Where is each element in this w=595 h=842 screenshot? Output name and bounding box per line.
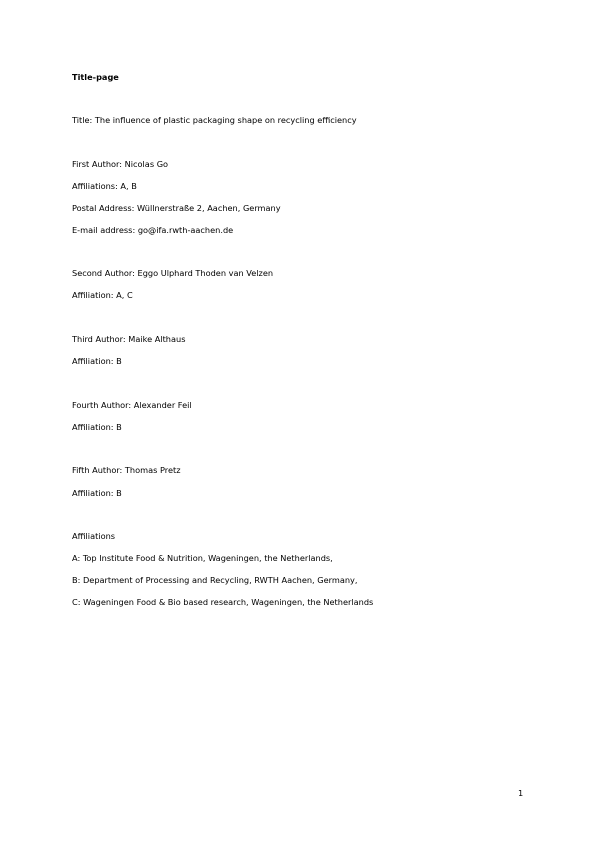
title-label: Title:: [72, 115, 93, 125]
first-author-line: [72, 159, 168, 169]
second-author-line: [72, 268, 273, 278]
third-author-affiliation-line: [72, 356, 122, 366]
second-author-label: Second Author:: [72, 268, 135, 278]
second-author-affiliation-value: A, C: [116, 290, 133, 300]
affiliations-heading: Affiliations: [72, 531, 116, 541]
fifth-author-affiliation-line: [72, 488, 122, 498]
fifth-author-affiliation-label: Affiliation:: [72, 488, 114, 498]
fifth-author-label: Fifth Author:: [72, 465, 123, 475]
fourth-author-affiliation-line: [72, 422, 122, 432]
email-label: E-mail address:: [72, 225, 136, 235]
third-author-name: Maike Althaus: [128, 334, 186, 344]
postal-address-line: [72, 203, 281, 213]
fifth-author-name: Thomas Pretz: [124, 465, 181, 475]
email-value: go@ifa.rwth-aachen.de: [137, 225, 234, 235]
fifth-author-line: [72, 465, 181, 475]
email-line: [72, 225, 233, 235]
first-author-affiliations-value: A, B: [120, 181, 137, 191]
second-author-name: Eggo Ulphard Thoden van Velzen: [137, 268, 274, 278]
fourth-author-label: Fourth Author:: [72, 400, 132, 410]
third-author-label: Third Author:: [72, 334, 126, 344]
page-number: 1: [518, 788, 524, 798]
fourth-author-affiliation-label: Affiliation:: [72, 422, 114, 432]
second-author-affiliation-label: Affiliation:: [72, 290, 114, 300]
third-author-affiliation-value: B: [116, 356, 122, 366]
first-author-affiliations-line: [72, 181, 137, 191]
fifth-author-affiliation-value: B: [116, 488, 122, 498]
second-author-affiliation-line: [72, 290, 133, 300]
affiliation-item-c: C: Wageningen Food & Bio based research, Wageningen, the Netherlands: [72, 597, 374, 607]
postal-address-label: Postal Address:: [72, 203, 135, 213]
third-author-affiliation-label: Affiliation:: [72, 356, 114, 366]
first-author-name: Nicolas Go: [124, 159, 169, 169]
title-value: The influence of plastic packaging shape on recycling efficiency: [94, 115, 357, 125]
fourth-author-line: [72, 400, 192, 410]
third-author-line: [72, 334, 185, 344]
postal-address-value: Wüllnerstraße 2, Aachen, Germany: [137, 203, 281, 213]
first-author-label: First Author:: [72, 159, 123, 169]
fourth-author-name: Alexander Feil: [133, 400, 192, 410]
fourth-author-affiliation-value: B: [116, 422, 122, 432]
affiliation-item-a: A: Top Institute Food & Nutrition, Wageningen, the Netherlands,: [72, 553, 333, 563]
affiliation-item-b: B: Department of Processing and Recycling, RWTH Aachen, Germany,: [72, 575, 358, 585]
title-line: [72, 115, 357, 125]
first-author-affiliations-label: Affiliations:: [72, 181, 118, 191]
page-heading: Title-page: [72, 72, 119, 82]
